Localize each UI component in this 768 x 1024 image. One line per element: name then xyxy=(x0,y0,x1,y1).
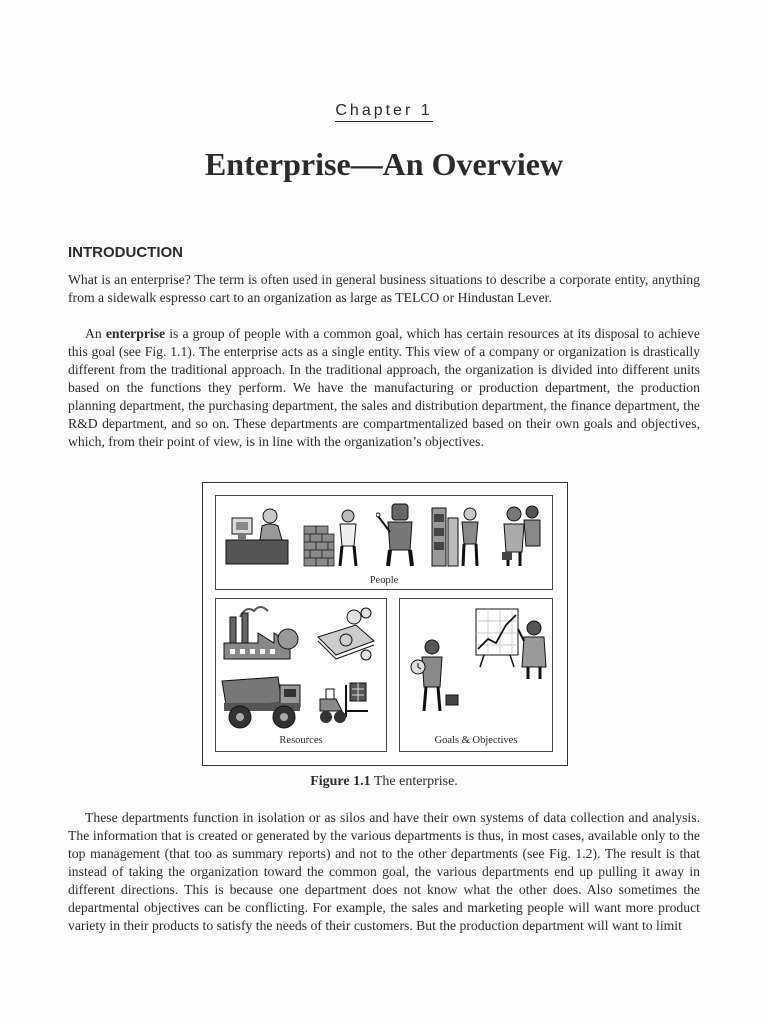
welder-icon xyxy=(376,502,422,570)
office-worker-icon xyxy=(224,504,294,566)
people-label: People xyxy=(369,575,399,586)
growth-chart-icon xyxy=(474,607,522,669)
money-icon xyxy=(312,605,378,663)
term-enterprise: enterprise xyxy=(105,326,166,341)
bricklayer-icon xyxy=(302,506,364,570)
resources-label: Resources xyxy=(279,735,323,746)
paragraph-2-lead: An xyxy=(85,326,106,341)
paragraph-3: These departments function in isolation or as silos and have their own systems of data collection and analysis. The information that is created or generated by the various departments is thus, in most cases, available only to the top management (that too as summary reports) and not to the other departments (see Fig. 1.2). The result is that instead of taking the organization toward the common goal, the various departments end up pulling it away in different directions. This is because one department does not know what the other does. Also sometimes the departmental objectives can be conflicting. For example, the sales and marketing people will want more product variety in their products to satisfy the needs of their customers. But the production department will want to limit xyxy=(68,810,700,933)
chapter-title: Enterprise—An Overview xyxy=(204,146,564,182)
paragraph-2 xyxy=(68,325,700,451)
section-heading: INTRODUCTION xyxy=(68,244,183,261)
goals-panel xyxy=(399,598,553,752)
paragraph-2-rest: is a group of people with a common goal, which has certain resources at its disposal to achieve this goal (see Fig. 1.1). The enterprise acts as a single entity. This view of a company or organization is drastically different from the traditional approach. In the traditional approach, the organization is divided into different units based on the functions they perform. We have the manufacturing or production department, the production planning department, the purchasing department, the sales and distribution department, the finance department, the R&D department, and so on. These departments are compartmentalized based on their own goals and objectives, which, from their point of view, is in line with the organization’s objectives. xyxy=(68,326,701,449)
figure-1-1 xyxy=(202,482,568,766)
goals-label: Goals & Objectives xyxy=(434,735,518,746)
chapter-label xyxy=(0,102,768,120)
dump-truck-icon xyxy=(220,671,304,731)
figure-caption-number: Figure 1.1 xyxy=(310,774,371,789)
factory-worker-icon xyxy=(430,502,486,570)
business-people-icon xyxy=(500,502,546,570)
figure-caption xyxy=(0,774,768,790)
presenter-icon xyxy=(518,619,550,681)
forklift-icon xyxy=(316,681,372,727)
paragraph-1: What is an enterprise? The term is often used in general business situations to describe a corporate entity, anything from a sidewalk espresso cart to an organization as large as TELCO or Hindustan Lever. xyxy=(68,272,700,305)
figure-caption-text: The enterprise. xyxy=(370,774,458,789)
resources-panel xyxy=(215,598,387,752)
chapter-label-text: Chapter 1 xyxy=(335,102,432,122)
businessman-with-clock-icon xyxy=(410,637,462,715)
factory-icon xyxy=(220,603,300,665)
people-panel xyxy=(215,495,553,590)
